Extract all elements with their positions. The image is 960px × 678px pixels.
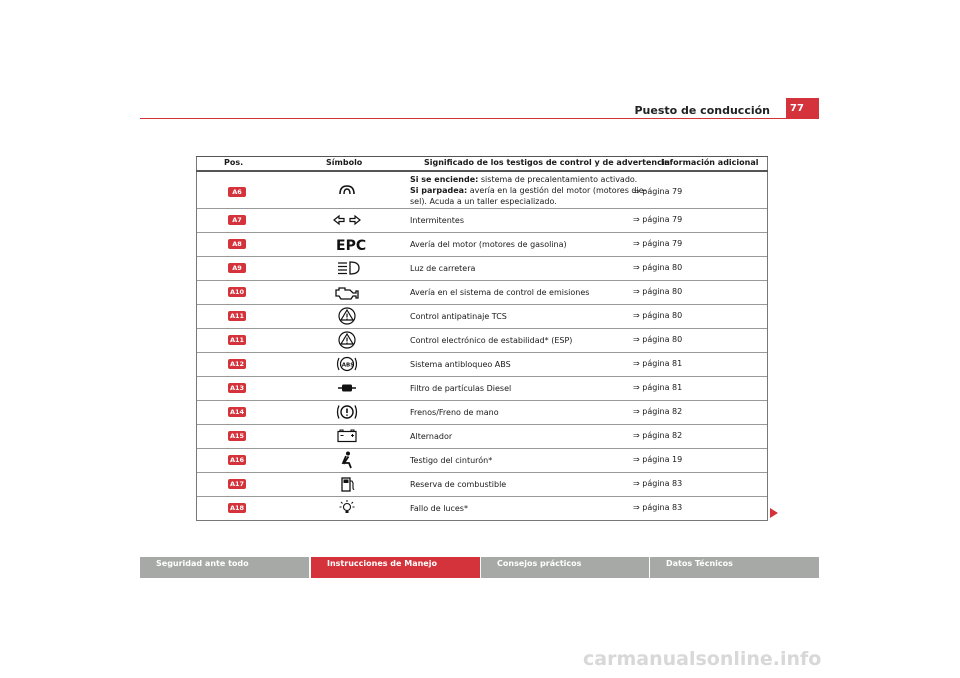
footer-tab-practical-tips[interactable]: Consejos prácticos [481, 557, 649, 578]
row-info: ⇒ página 79 [633, 239, 683, 248]
footer-tab-technical-data[interactable]: Datos Técnicos [650, 557, 819, 578]
row-description: Alternador [410, 432, 453, 441]
row-info: ⇒ página 82 [633, 407, 683, 416]
pos-badge: A18 [229, 504, 245, 512]
table-row [197, 497, 767, 520]
row-info: ⇒ página 81 [633, 383, 683, 392]
pos-badge: A17 [229, 480, 245, 488]
continue-arrow-icon [770, 508, 778, 518]
row-description: Intermitentes [410, 216, 465, 225]
table-row [197, 233, 767, 257]
row-info: ⇒ página 81 [633, 359, 683, 368]
glow-plug-icon [327, 180, 367, 200]
row-description: Luz de carretera [410, 264, 476, 273]
row-info: ⇒ página 80 [633, 311, 683, 320]
warning-triangle-icon [327, 330, 367, 350]
header-title: Puesto de conducción [634, 104, 770, 117]
pos-badge: A15 [229, 432, 245, 440]
row-info: ⇒ página 19 [633, 455, 683, 464]
row-info: ⇒ página 83 [633, 503, 683, 512]
row-description: Fallo de luces* [410, 504, 468, 513]
table-row [197, 281, 767, 305]
pos-badge: A12 [229, 360, 245, 368]
row-description: Control antipatinaje TCS [410, 312, 507, 321]
engine-icon [327, 282, 367, 302]
row-info: ⇒ página 80 [633, 287, 683, 296]
pos-badge: A11 [229, 336, 245, 344]
header-rule [140, 118, 819, 119]
row-description: Avería en el sistema de control de emisiones [410, 288, 590, 297]
svg-text:EPC: EPC [336, 238, 367, 254]
table-row [197, 209, 767, 233]
pos-badge: A14 [229, 408, 245, 416]
row-description: Si se enciende: sistema de precalentamiento activado. Si parpadea: avería en la gestión del motor (motores die- sel). Acuda a un taller especializado. [410, 175, 647, 206]
row-info: ⇒ página 82 [633, 431, 683, 440]
table-row [197, 425, 767, 449]
row-description: Filtro de partículas Diesel [410, 384, 512, 393]
row-description: Frenos/Freno de mano [410, 408, 499, 417]
column-header-info: Información adicional [661, 158, 759, 167]
warning-triangle-icon [327, 306, 367, 326]
row-description: Reserva de combustible [410, 480, 507, 489]
column-header-meaning: Significado de los testigos de control y de advertencia [424, 158, 670, 167]
table-row [197, 172, 767, 209]
battery-icon [327, 426, 367, 446]
epc-icon [327, 234, 367, 254]
pos-badge: A8 [228, 239, 246, 249]
fuel-pump-icon [327, 474, 367, 494]
pos-badge: A9 [228, 263, 246, 273]
row-info: ⇒ página 80 [633, 263, 683, 272]
row-info: ⇒ página 79 [633, 215, 683, 224]
row-info: ⇒ página 80 [633, 335, 683, 344]
pos-badge: A11 [229, 312, 245, 320]
bulb-failure-icon [327, 498, 367, 518]
table-row [197, 401, 767, 425]
footer-tab-operating-instructions[interactable]: Instrucciones de Manejo [311, 557, 480, 578]
row-description: Testigo del cinturón* [410, 456, 493, 465]
svg-text:ABS: ABS [341, 362, 355, 369]
pos-badge: A7 [228, 215, 246, 225]
pos-badge: A6 [228, 187, 246, 197]
turn-signal-icon [327, 210, 367, 230]
table-row [197, 305, 767, 329]
row-description: Control electrónico de estabilidad* (ESP) [410, 336, 573, 345]
page-number: 77 [786, 98, 819, 119]
pos-badge: A13 [229, 384, 245, 392]
column-header-pos: Pos. [224, 158, 244, 167]
table-row [197, 449, 767, 473]
table-row [197, 377, 767, 401]
watermark: carmanualsonline.info [583, 648, 822, 670]
table-row [197, 353, 767, 377]
table-row [197, 329, 767, 353]
warning-lights-table [196, 156, 768, 521]
row-description: Sistema antibloqueo ABS [410, 360, 511, 369]
abs-icon [327, 354, 367, 374]
table-header [196, 156, 768, 172]
row-info: ⇒ página 83 [633, 479, 683, 488]
table-row [197, 473, 767, 497]
pos-badge: A16 [229, 456, 245, 464]
pos-badge: A10 [229, 288, 245, 296]
column-header-symbol: Símbolo [326, 158, 363, 167]
table-row [197, 257, 767, 281]
seatbelt-icon [327, 450, 367, 470]
row-info: ⇒ página 79 [633, 187, 683, 196]
row-description: Avería del motor (motores de gasolina) [410, 240, 567, 249]
particle-filter-icon [327, 378, 367, 398]
footer-tab-safety[interactable]: Seguridad ante todo [140, 557, 309, 578]
high-beam-icon [327, 258, 367, 278]
brake-icon [327, 402, 367, 422]
